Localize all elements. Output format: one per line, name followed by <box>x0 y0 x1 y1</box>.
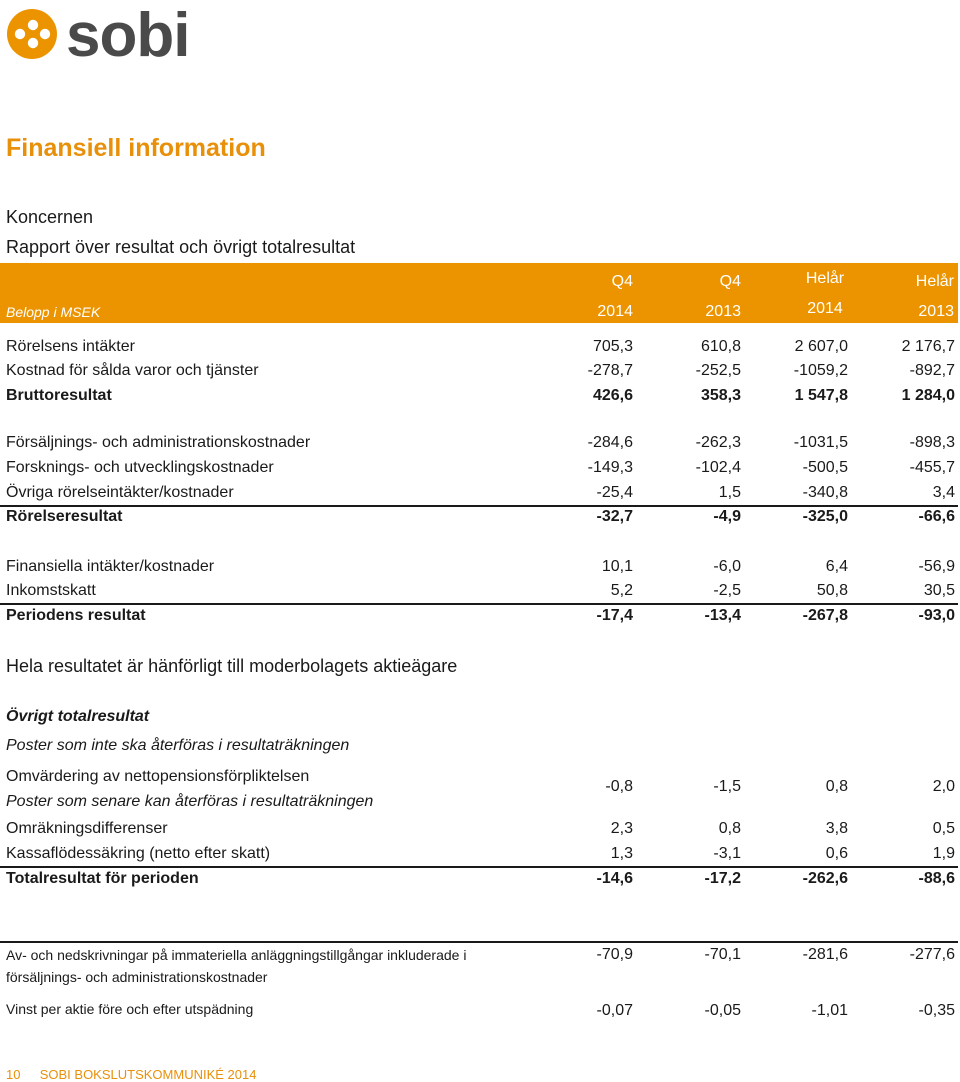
row-value: -4,9 <box>713 508 741 525</box>
group-label: Koncernen <box>6 207 94 227</box>
row-value: -149,3 <box>587 459 633 476</box>
table-row <box>0 870 958 894</box>
row-value: 610,8 <box>700 338 741 355</box>
row-value: -281,6 <box>802 946 848 963</box>
row-value: -17,4 <box>596 607 633 624</box>
row-value: -56,9 <box>918 558 955 575</box>
page-number: 10 <box>6 1067 21 1082</box>
divider <box>0 941 958 943</box>
table-row <box>0 362 958 386</box>
logo-mark-icon <box>7 9 57 59</box>
column-period: Q4 <box>719 273 741 290</box>
row-value: -284,6 <box>587 434 633 451</box>
row-value: 426,6 <box>592 387 633 404</box>
table-row <box>0 434 958 458</box>
row-value: -262,6 <box>802 870 848 887</box>
row-value: -70,9 <box>596 946 633 963</box>
row-label: Av- och nedskrivningar på immateriella anläggningstillgångar inkluderade i försäljnings- och administrationskostnader <box>6 947 467 985</box>
row-label: Bruttoresultat <box>6 387 112 404</box>
divider <box>0 505 958 507</box>
row-value: -252,5 <box>695 362 741 379</box>
table-row <box>0 708 958 732</box>
row-value: 0,5 <box>932 820 955 837</box>
table-row <box>0 508 958 532</box>
row-value: 1,3 <box>610 845 633 862</box>
table-row <box>0 607 958 631</box>
sobi-logo <box>4 4 224 60</box>
row-value: -14,6 <box>596 870 633 887</box>
row-value: 705,3 <box>592 338 633 355</box>
row-value: 1 547,8 <box>794 387 848 404</box>
table-row <box>0 387 958 411</box>
row-value: 1 284,0 <box>901 387 955 404</box>
row-value: 3,4 <box>932 484 955 501</box>
svg-text:sobi: sobi <box>66 4 190 60</box>
row-value: -267,8 <box>802 607 848 624</box>
row-value: -500,5 <box>802 459 848 476</box>
unit-label: Belopp i MSEK <box>6 304 101 320</box>
row-value: 3,8 <box>825 820 848 837</box>
row-value: -277,6 <box>909 946 955 963</box>
table-row <box>0 737 958 761</box>
column-year: 2013 <box>705 303 741 320</box>
row-value: -93,0 <box>918 607 955 624</box>
report-title: Rapport över resultat och övrigt totalresultat <box>6 237 356 257</box>
row-value: -0,8 <box>605 778 633 795</box>
row-value: -0,35 <box>918 1002 955 1019</box>
row-value: -17,2 <box>704 870 741 887</box>
row-value: 2,3 <box>610 820 633 837</box>
page-footer <box>6 1067 256 1082</box>
row-label: Periodens resultat <box>6 607 146 624</box>
row-value: -2,5 <box>713 582 741 599</box>
row-label: Poster som senare kan återföras i resultaträkningen <box>6 793 374 810</box>
column-year: 2014 <box>807 300 843 317</box>
row-value: 50,8 <box>816 582 848 599</box>
row-value: -325,0 <box>802 508 848 525</box>
row-value: -455,7 <box>909 459 955 476</box>
row-value: 0,8 <box>825 778 848 795</box>
row-value: -340,8 <box>802 484 848 501</box>
row-label: Forsknings- och utvecklingskostnader <box>6 459 274 476</box>
row-label: Poster som inte ska återföras i resultaträkningen <box>6 737 350 754</box>
row-value: 0,6 <box>825 845 848 862</box>
table-row <box>0 998 958 1022</box>
row-label: Övrigt totalresultat <box>6 708 150 725</box>
row-label: Försäljnings- och administrationskostnader <box>6 434 311 451</box>
row-value: -1,5 <box>713 778 741 795</box>
row-label: Vinst per aktie före och efter utspädning <box>6 1001 254 1017</box>
row-label: Hela resultatet är hänförligt till moderbolagets aktieägare <box>6 656 458 676</box>
row-value: -898,3 <box>909 434 955 451</box>
row-value: -1031,5 <box>793 434 848 451</box>
row-value: 0,8 <box>718 820 741 837</box>
column-period: Helår <box>805 270 845 287</box>
column-year: 2014 <box>597 303 633 320</box>
row-value: 6,4 <box>825 558 848 575</box>
row-value: -70,1 <box>704 946 741 963</box>
row-value: -1,01 <box>811 1002 848 1019</box>
column-period: Helår <box>915 273 954 290</box>
row-value: -66,6 <box>918 508 955 525</box>
row-label: Kassaflödessäkring (netto efter skatt) <box>6 845 271 862</box>
row-value: 358,3 <box>700 387 741 404</box>
row-value: -0,05 <box>704 1002 741 1019</box>
row-value: -13,4 <box>704 607 741 624</box>
row-value: -1059,2 <box>793 362 848 379</box>
page-title: Finansiell information <box>6 134 266 162</box>
row-label: Omvärdering av nettopensionsförpliktelsen <box>6 768 310 785</box>
row-value: -278,7 <box>587 362 633 379</box>
row-value: -892,7 <box>909 362 955 379</box>
row-label: Rörelseresultat <box>6 508 123 525</box>
table-row <box>0 820 958 844</box>
row-value: 10,1 <box>601 558 633 575</box>
table-row <box>0 793 958 817</box>
row-label: Rörelsens intäkter <box>6 338 135 355</box>
row-label: Finansiella intäkter/kostnader <box>6 558 215 575</box>
divider <box>0 603 958 605</box>
row-value: -262,3 <box>695 434 741 451</box>
row-value: -3,1 <box>713 845 741 862</box>
divider <box>0 866 958 868</box>
table-row <box>0 944 958 985</box>
row-value: -0,07 <box>596 1002 633 1019</box>
row-value: -88,6 <box>918 870 955 887</box>
table-header <box>0 263 958 323</box>
table-row <box>0 459 958 483</box>
row-value: -25,4 <box>596 484 633 501</box>
row-label: Totalresultat för perioden <box>6 870 199 887</box>
row-label: Omräkningsdifferenser <box>6 820 168 837</box>
document-name: SOBI BOKSLUTSKOMMUNIKÉ 2014 <box>39 1067 257 1082</box>
row-value: -102,4 <box>695 459 741 476</box>
row-value: 30,5 <box>923 582 955 599</box>
row-value: 2 176,7 <box>901 338 955 355</box>
row-value: 5,2 <box>610 582 633 599</box>
row-value: -6,0 <box>713 558 741 575</box>
row-label: Inkomstskatt <box>6 582 96 599</box>
table-row <box>0 656 958 680</box>
column-year: 2013 <box>918 303 954 320</box>
table-row <box>0 558 958 582</box>
row-value: 1,9 <box>932 845 955 862</box>
row-value: 2,0 <box>932 778 955 795</box>
column-period: Q4 <box>611 273 633 290</box>
row-value: -32,7 <box>596 508 633 525</box>
table-row <box>0 768 958 795</box>
row-value: 1,5 <box>718 484 741 501</box>
row-label: Kostnad för sålda varor och tjänster <box>6 362 259 379</box>
row-value: 2 607,0 <box>794 338 848 355</box>
table-row <box>0 338 958 362</box>
row-label: Övriga rörelseintäkter/kostnader <box>6 484 234 501</box>
